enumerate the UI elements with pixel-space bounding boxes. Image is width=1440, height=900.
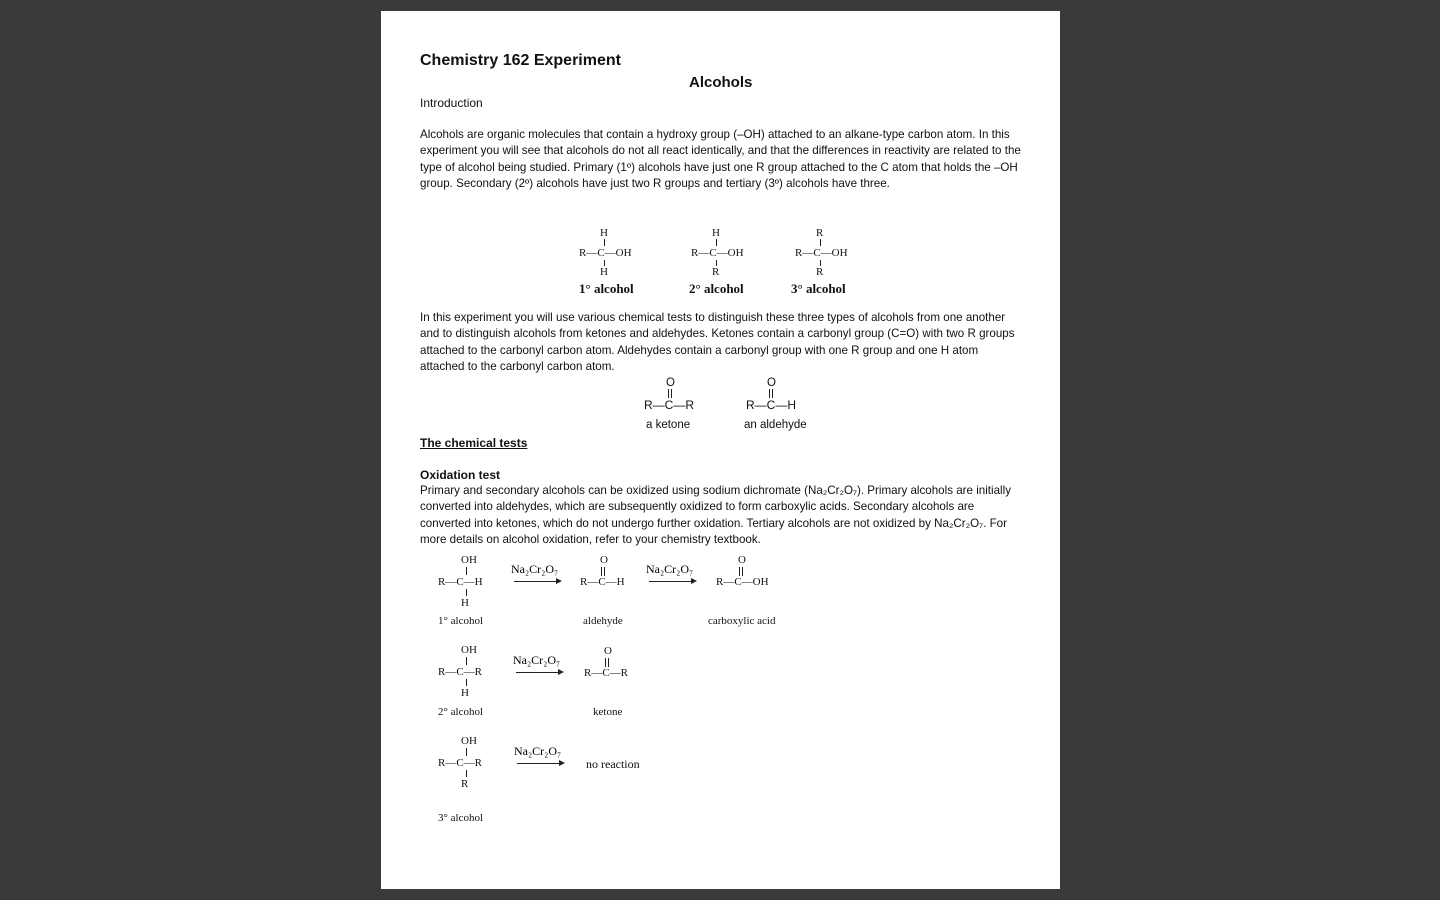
secondary-alcohol-structure: [438, 644, 508, 724]
intro-paragraph: Alcohols are organic molecules that contain a hydroxy group (–OH) attached to an alkane-type carbon atom. In this experiment you will see that alcohols do not all react identically, and that the differences in reactivity are related to the type of alcohol being studied. Primary (1º) alcohols have just one R group attached to the C atom that holds the –OH group. Secondary (2º) alcohols have just two R groups and tertiary (3º) alcohols have three.: [420, 128, 1021, 190]
reaction-arrow: [649, 581, 695, 582]
document-subtitle: Alcohols: [689, 74, 753, 91]
document-page: [381, 11, 1060, 889]
carbonyl-name: an aldehyde: [744, 419, 807, 431]
alcohol-primary-structure: [579, 227, 649, 299]
aldehyde-product-structure: [580, 554, 650, 634]
tertiary-alcohol-structure: [438, 735, 508, 835]
oxidation-paragraph: Primary and secondary alcohols can be oxidized using sodium dichromate (Na₂Cr₂O₇). Primary alcohols are initially converted into aldehydes, which are subsequently oxidized to form carboxylic acids. Secondary alcohols are converted into ketones, which do not undergo further oxidation. Tertiary alcohols are not oxidized by Na₂Cr₂O₇. For more details on alcohol oxidation, refer to your chemistry textbook.: [420, 484, 1011, 546]
aldehyde-structure: [746, 377, 826, 437]
tests-paragraph: In this experiment you will use various chemical tests to distinguish these three types of alcohols from one another and to distinguish alcohols from ketones and aldehydes. Ketones contain a carbonyl group (C=O) with two R groups attached to the carbonyl carbon atom. Aldehydes contain a carbonyl group with one R group and one H atom attached to the carbonyl carbon atom.: [420, 311, 1015, 373]
structure-name: 2° alcohol: [438, 706, 484, 718]
atom-row: R—C—R: [644, 398, 694, 412]
structure-name: ketone: [593, 706, 623, 718]
atom-row: R—C—R: [438, 666, 483, 678]
atom-top: R: [816, 227, 824, 239]
atom-top: O: [738, 554, 746, 566]
atom-top: O: [604, 645, 612, 657]
structure-name: 1° alcohol: [438, 615, 484, 627]
structure-name: 3° alcohol: [438, 812, 484, 824]
atom-bottom: R: [461, 778, 469, 790]
atom-top: OH: [461, 644, 477, 656]
reagent-label: Na₂Cr₂O₇: [511, 562, 559, 576]
atom-row: R—C—H: [438, 576, 483, 588]
no-reaction-label: no reaction: [586, 757, 640, 771]
atom-top: OH: [461, 554, 477, 566]
atom-row: R—C—OH: [691, 247, 744, 259]
alcohol-tertiary-structure: [791, 227, 865, 299]
carbonyl-name: a ketone: [646, 419, 691, 431]
ketone-structure: [644, 377, 714, 437]
alcohol-name: 2° alcohol: [689, 281, 744, 296]
atom-row: R—C—H: [580, 576, 625, 588]
atom-bottom: H: [600, 266, 608, 278]
heading-chemical-tests: The chemical tests: [420, 436, 528, 450]
atom-top: O: [666, 377, 675, 389]
atom-top: H: [600, 227, 608, 239]
atom-top: H: [712, 227, 720, 239]
atom-row: R—C—OH: [579, 247, 632, 259]
atom-top: O: [600, 554, 608, 566]
atom-bottom: R: [816, 266, 824, 278]
atom-row: R—C—R: [584, 667, 629, 679]
reagent-label: Na₂Cr₂O₇: [514, 744, 562, 758]
primary-alcohol-structure: [438, 554, 508, 634]
atom-top: OH: [461, 735, 477, 747]
atom-row: R—C—OH: [795, 247, 848, 259]
atom-row: R—C—R: [438, 757, 483, 769]
heading-oxidation-test: Oxidation test: [420, 468, 501, 482]
structure-name: aldehyde: [583, 615, 623, 627]
atom-top: O: [767, 377, 776, 389]
alcohol-name: 3° alcohol: [791, 281, 846, 296]
reaction-arrow: [517, 763, 563, 764]
atom-bottom: H: [461, 597, 469, 609]
section-introduction: Introduction: [420, 96, 483, 110]
structure-name: carboxylic acid: [708, 615, 776, 627]
reagent-label: Na₂Cr₂O₇: [646, 562, 694, 576]
reaction-arrow: [516, 672, 562, 673]
reagent-label: Na₂Cr₂O₇: [513, 653, 561, 667]
reaction-arrow: [514, 581, 560, 582]
atom-bottom: H: [461, 687, 469, 699]
ketone-product-structure: [584, 645, 654, 725]
document-title: Chemistry 162 Experiment: [420, 52, 621, 69]
atom-row: R—C—OH: [716, 576, 769, 588]
alcohol-name: 1° alcohol: [579, 281, 634, 296]
atom-row: R—C—H: [746, 398, 796, 412]
atom-bottom: R: [712, 266, 720, 278]
carboxylic-acid-structure: [708, 554, 806, 634]
alcohol-secondary-structure: [691, 227, 761, 299]
